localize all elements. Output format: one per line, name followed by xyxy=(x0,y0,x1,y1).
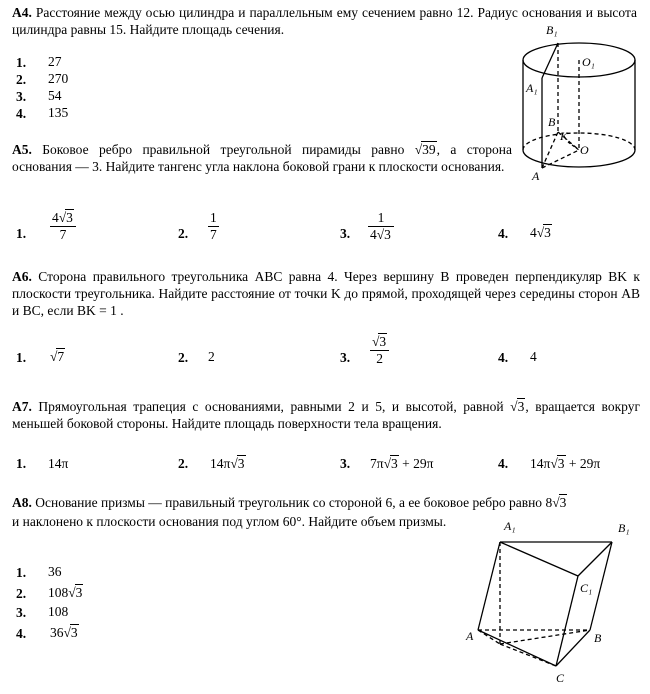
problem-a7-text-b: , вращается вокруг меньшей боковой стороны. Найдите площадь поверхности тела вращения. xyxy=(12,399,640,431)
problem-a7 xyxy=(12,398,640,432)
problem-a5-label: А5. xyxy=(12,142,32,157)
a5-option-4: 4√3 xyxy=(530,225,551,240)
a8-num-3: 3. xyxy=(16,605,27,620)
a5-sqrt: √39 xyxy=(414,142,436,157)
a8-option-4: 36√3 xyxy=(50,625,78,640)
cyl-label-k: K xyxy=(560,129,569,143)
a8-num-4: 4. xyxy=(16,626,27,641)
a8-option-1: 36 xyxy=(48,564,62,579)
a6-option-3: $\frac{√3}{2}$ xyxy=(370,334,389,367)
a7-option-1: 14π xyxy=(48,456,69,471)
a5-option-3: $\frac{1}{4√3}$ xyxy=(368,210,394,243)
problem-a5-text-b: , а сторона основания — 3. Найдите тангенс угла наклона боковой грани к плоскости основания. xyxy=(12,142,512,174)
cyl-label-a1: A₁ xyxy=(526,81,538,95)
prism-label-c: C xyxy=(556,671,565,685)
problem-a8-label: А8. xyxy=(12,495,32,510)
prism-label-b: B xyxy=(594,631,602,645)
cylinder-figure xyxy=(512,18,642,186)
a7-sqrt: √3 xyxy=(510,399,525,414)
problem-a7-label: А7. xyxy=(12,399,32,414)
a6-num-1: 1. xyxy=(16,350,27,365)
a7-num-4: 4. xyxy=(498,456,509,471)
a6-option-1: √7 xyxy=(50,349,65,364)
problem-a6 xyxy=(12,268,640,319)
problem-a7-text-a: Прямоугольная трапеция с основаниями, равными 2 и 5, и высотой, равной xyxy=(38,399,504,414)
prism-label-c1: C₁ xyxy=(580,581,593,595)
problem-a8-cont xyxy=(12,513,456,530)
cyl-label-a: A xyxy=(532,169,540,183)
problem-a8-text-b: и наклонено к плоскости основания под углом xyxy=(12,514,280,529)
problem-a6-label: А6. xyxy=(12,269,32,284)
a7-option-3: 7π√3 + 29π xyxy=(370,456,434,471)
a4-option-1: 27 xyxy=(48,54,62,69)
a5-num-4: 4. xyxy=(498,226,509,241)
a4-option-4: 135 xyxy=(48,105,69,120)
a4-num-3: 3. xyxy=(16,89,27,104)
a4-num-2: 2. xyxy=(16,72,27,87)
a7-num-1: 1. xyxy=(16,456,27,471)
a6-num-4: 4. xyxy=(498,350,509,365)
a5-option-1: $\frac{4√3}{7}$ xyxy=(50,210,76,243)
a7-option-2: 14π√3 xyxy=(210,456,245,471)
problem-a5 xyxy=(12,141,512,175)
a6-num-3: 3. xyxy=(340,350,351,365)
a8-edge: 8√3 xyxy=(545,495,567,510)
problem-a8-angle: 60° xyxy=(282,514,302,529)
a4-option-3: 54 xyxy=(48,88,62,103)
a6-num-2: 2. xyxy=(178,350,189,365)
a8-option-2: 108√3 xyxy=(48,585,83,600)
problem-a5-text-a: Боковое ребро правильной треугольной пирамиды равно xyxy=(42,142,405,157)
a7-num-3: 3. xyxy=(340,456,351,471)
problem-a8-text-c: . Найдите объем призмы. xyxy=(301,514,447,529)
cyl-label-o1: O₁ xyxy=(582,55,595,69)
prism-label-b1: B₁ xyxy=(618,521,630,535)
a5-num-3: 3. xyxy=(340,226,351,241)
a4-num-1: 1. xyxy=(16,55,27,70)
a4-option-2: 270 xyxy=(48,71,69,86)
a8-num-1: 1. xyxy=(16,565,27,580)
cyl-label-b1: B₁ xyxy=(546,23,558,37)
problem-a8-text-a: Основание призмы — правильный треугольник со стороной 6, а ее боковое ребро равно xyxy=(35,495,543,510)
a5-num-2: 2. xyxy=(178,226,189,241)
cyl-label-b: B xyxy=(548,115,556,129)
a8-num-2: 2. xyxy=(16,586,27,601)
prism-label-a1: A₁ xyxy=(504,519,516,533)
a6-option-4: 4 xyxy=(530,349,537,364)
cyl-label-o: O xyxy=(580,143,589,157)
prism-figure xyxy=(462,516,642,688)
a5-num-1: 1. xyxy=(16,226,27,241)
problem-a4-label: А4. xyxy=(12,5,32,20)
a8-option-3: 108 xyxy=(48,604,69,619)
a7-option-4: 14π√3 + 29π xyxy=(530,456,601,471)
a6-option-2: 2 xyxy=(208,349,215,364)
a7-num-2: 2. xyxy=(178,456,189,471)
problem-a8 xyxy=(12,494,640,511)
prism-label-a: A xyxy=(466,629,474,643)
a5-option-2: $\frac{1}{7}$ xyxy=(210,210,217,242)
a4-num-4: 4. xyxy=(16,106,27,121)
problem-a6-text: Сторона правильного треугольника ABC равна 4. Через вершину B проведен перпендикуляр BK к плоскости треугольника. Найдите расстояние от точки K до прямой, проходящей через середины сторон AB и BC, если BK = 1 . xyxy=(12,269,640,318)
problem-a4-text: Расстояние между осью цилиндра и параллельным ему сечением равно 12. Радиус основания и высота цилиндра равны 15. Найдите площадь сечения. xyxy=(12,5,638,37)
